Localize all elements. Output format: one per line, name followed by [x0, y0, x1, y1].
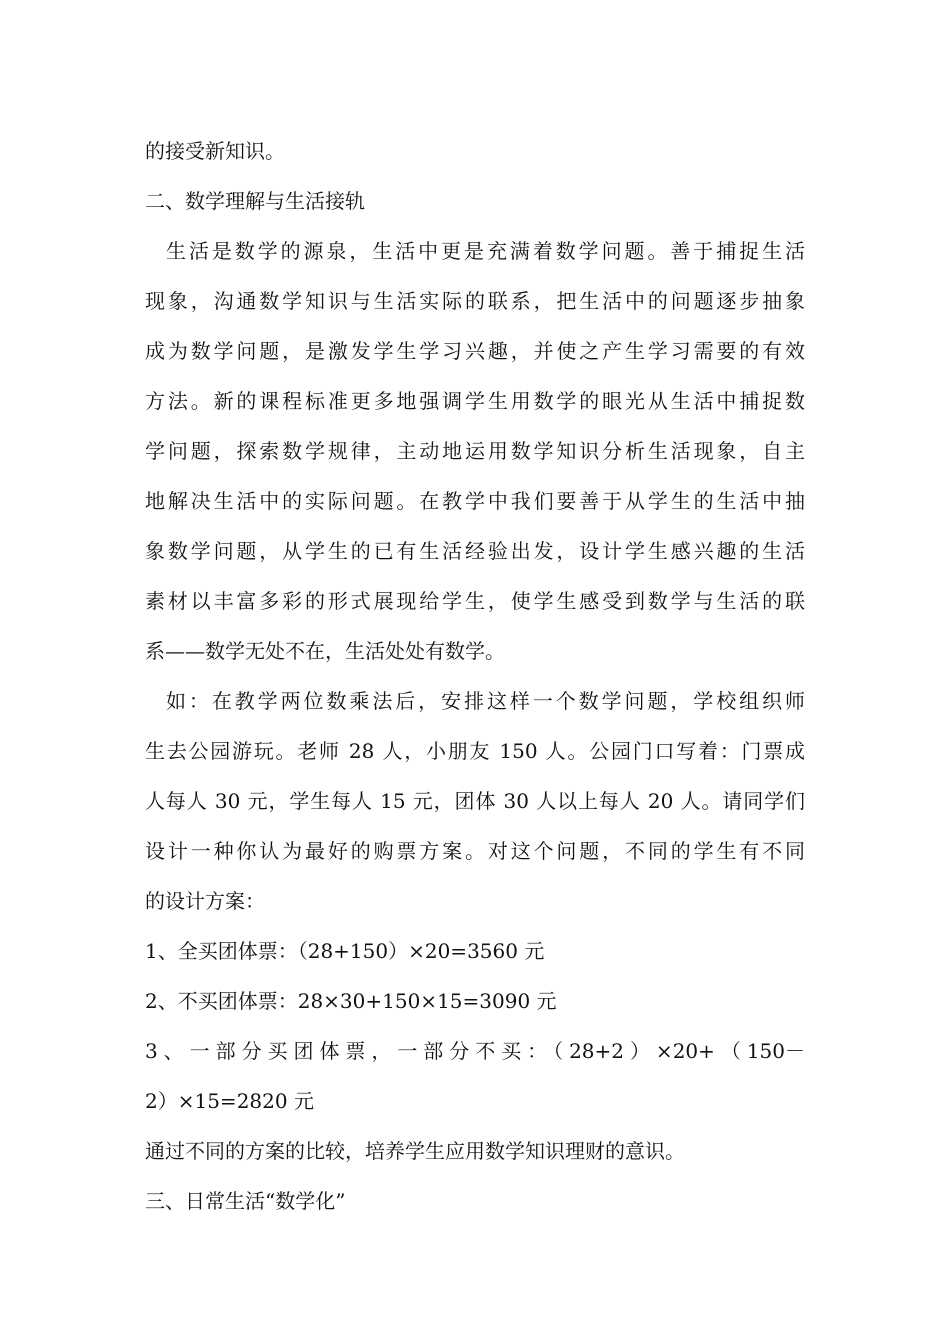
text-line: 方法。新的课程标准更多地强调学生用数学的眼光从生活中捕捉数: [145, 389, 805, 413]
text-line: 通过不同的方案的比较，培养学生应用数学知识理财的意识。: [145, 1139, 685, 1163]
section-heading: 二、数学理解与生活接轨: [145, 189, 365, 213]
text-line: 设计一种你认为最好的购票方案。对这个问题，不同的学生有不同: [145, 839, 805, 863]
text-line: 学问题，探索数学规律，主动地运用数学知识分析生活现象，自主: [145, 439, 805, 463]
list-item: 1、全买团体票：（28+150）×20=3560 元: [145, 939, 545, 963]
text-line: 系——数学无处不在，生活处处有数学。: [145, 639, 505, 663]
list-item: 3、一部分买团体票，一部分不买：（28+2）×20+（150－: [145, 1039, 805, 1063]
section-heading: 三、日常生活“数学化”: [145, 1189, 346, 1213]
text-line: 生去公园游玩。老师 28 人，小朋友 150 人。公园门口写着：门票成: [145, 739, 805, 763]
text-line: 素材以丰富多彩的形式展现给学生，使学生感受到数学与生活的联: [145, 589, 805, 613]
text-line: 人每人 30 元，学生每人 15 元，团体 30 人以上每人 20 人。请同学们: [145, 789, 805, 813]
list-item-continuation: 2）×15=2820 元: [145, 1089, 314, 1113]
text-line: 如：在教学两位数乘法后，安排这样一个数学问题，学校组织师: [166, 689, 805, 713]
text-line: 生活是数学的源泉，生活中更是充满着数学问题。善于捕捉生活: [166, 239, 805, 263]
list-item: 2、不买团体票：28×30+150×15=3090 元: [145, 989, 557, 1013]
text-line: 的接受新知识。: [145, 139, 285, 163]
text-line: 象数学问题，从学生的已有生活经验出发，设计学生感兴趣的生活: [145, 539, 805, 563]
text-line: 地解决生活中的实际问题。在教学中我们要善于从学生的生活中抽: [145, 489, 805, 513]
text-line: 现象，沟通数学知识与生活实际的联系，把生活中的问题逐步抽象: [145, 289, 805, 313]
text-line: 成为数学问题，是激发学生学习兴趣，并使之产生学习需要的有效: [145, 339, 805, 363]
text-line: 的设计方案：: [145, 889, 265, 913]
